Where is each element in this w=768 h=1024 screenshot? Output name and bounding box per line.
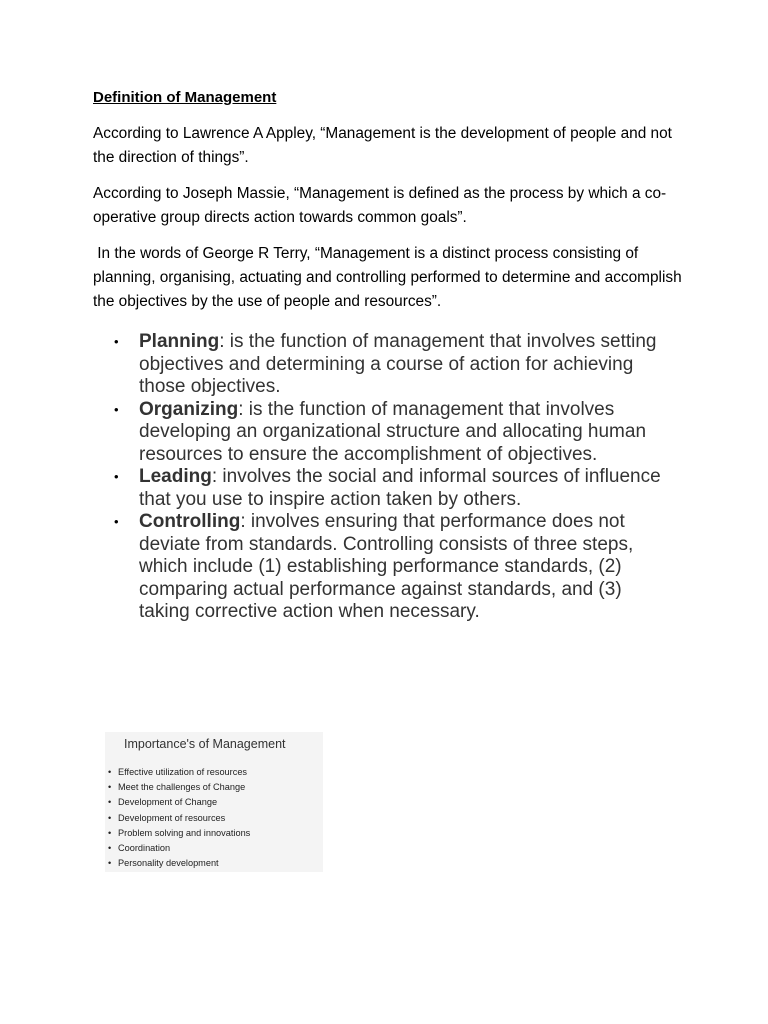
importance-item-label: Meet the challenges of Change <box>118 782 246 793</box>
importance-title: Importance's of Management <box>124 737 286 751</box>
bullet-icon: • <box>114 401 119 417</box>
importance-image <box>105 732 323 872</box>
management-functions-list <box>112 331 672 624</box>
importance-item-label: Effective utilization of resources <box>118 767 248 777</box>
importance-item-label: Personality development <box>118 858 219 869</box>
function-item-leading <box>112 466 672 511</box>
function-term: Planning <box>139 331 220 352</box>
bullet-icon: • <box>108 782 112 793</box>
function-description: : is the function of management that involves developing an organizational structure and allocating human resources to ensure the accomplishment of objectives. <box>139 398 647 465</box>
importance-item-label: Problem solving and innovations <box>118 827 251 838</box>
function-description: : is the function of management that involves setting objectives and determining a course of action for achieving those objectives. <box>139 331 657 397</box>
importance-item <box>108 827 250 842</box>
bullet-icon: • <box>114 469 119 484</box>
function-item-controlling <box>112 511 672 624</box>
bullet-icon: • <box>108 812 112 823</box>
importance-item <box>108 766 250 781</box>
definition-terry: In the words of George R Terry, “Management is a distinct process consisting of planning, organising, actuating and controlling performed to determine and accomplish the objectives by the use of people and resources”. <box>93 245 686 310</box>
bullet-icon: • <box>108 797 112 808</box>
importance-item <box>108 781 250 796</box>
importance-list <box>108 766 250 872</box>
function-term: Organizing <box>139 398 239 420</box>
function-term: Controlling <box>139 511 241 532</box>
function-term: Leading <box>139 466 212 487</box>
importance-item <box>108 796 250 811</box>
function-description: : involves the social and informal sources of influence that you use to inspire action taken by others. <box>139 466 661 510</box>
bullet-icon: • <box>108 827 112 838</box>
importance-item-label: Coordination <box>118 842 171 853</box>
bullet-icon: • <box>108 767 112 777</box>
function-description: : involves ensuring that performance does not deviate from standards. Controlling consists of three steps, which include (1) establishing performance standards, (2) comparing actual performance against standards, and (3) taking corrective action when necessary. <box>139 511 634 622</box>
bullet-icon: • <box>114 334 119 349</box>
importance-item-label: Development of Change <box>118 797 218 808</box>
bullet-icon: • <box>114 514 119 529</box>
importance-item <box>108 842 250 857</box>
definition-massie: According to Joseph Massie, “Management is defined as the process by which a co-operative group directs action towards common goals”. <box>93 185 667 226</box>
importance-item <box>108 857 250 872</box>
importance-item-label: Development of resources <box>118 812 226 823</box>
page-heading: Definition of Management <box>93 89 277 106</box>
definition-appley: According to Lawrence A Appley, “Management is the development of people and not the direction of things”. <box>93 125 677 166</box>
importance-item <box>108 812 250 827</box>
function-item-planning <box>112 331 672 399</box>
function-item-organizing <box>112 399 672 467</box>
bullet-icon: • <box>108 858 112 869</box>
bullet-icon: • <box>108 842 112 853</box>
